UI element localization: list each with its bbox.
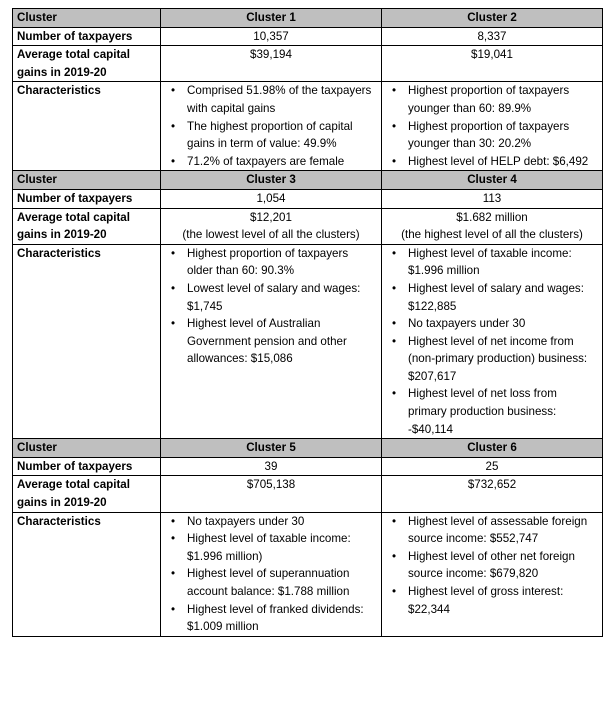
characteristic-item: • Highest level of HELP debt: $6,492 [400,153,598,171]
cluster-name: Cluster 3 [161,171,382,190]
characteristic-item: • Highest level of net income from (non-primary production) business: $207,617 [400,333,598,386]
taxpayers-label: Number of taxpayers [13,189,161,208]
characteristic-item: • The highest proportion of capital gains in term of value: 49.9% [179,118,377,153]
taxpayers-value: 113 [382,189,603,208]
cluster-name: Cluster 4 [382,171,603,190]
characteristic-item: • Highest level of other net foreign source income: $679,820 [400,548,598,583]
characteristics-label: Characteristics [13,512,161,636]
characteristic-item: • Comprised 51.98% of the taxpayers with capital gains [179,82,377,117]
characteristics-list [386,513,598,619]
characteristics-cell [382,512,603,636]
average-gains-note: (the lowest level of all the clusters) [182,228,360,242]
characteristics-cell [382,82,603,171]
characteristics-cell [161,512,382,636]
characteristics-list [386,82,598,170]
taxpayers-value: 8,337 [382,27,603,46]
average-gains-label: Average total capital gains in 2019-20 [13,208,161,244]
cluster-characteristics-table [12,8,603,637]
cluster-name: Cluster 5 [161,439,382,458]
characteristics-list [165,245,377,368]
cluster-label: Cluster [13,9,161,28]
cluster-label: Cluster [13,439,161,458]
average-gains-row [13,476,603,512]
characteristics-list [165,82,377,170]
characteristic-item: • Lowest level of salary and wages: $1,745 [179,280,377,315]
average-gains-row [13,46,603,82]
cluster-name: Cluster 2 [382,9,603,28]
cluster-name: Cluster 1 [161,9,382,28]
characteristics-row [13,244,603,439]
characteristics-cell [161,244,382,439]
taxpayers-label: Number of taxpayers [13,457,161,476]
average-gains-value: $19,041 [471,48,513,62]
average-gains [161,46,382,82]
characteristics-list [165,513,377,636]
cluster-header-row [13,171,603,190]
taxpayers-value: 10,357 [161,27,382,46]
taxpayers-value: 1,054 [161,189,382,208]
average-gains-label: Average total capital gains in 2019-20 [13,46,161,82]
characteristic-item: • Highest level of taxable income: $1.996 million [400,245,598,280]
characteristic-item: • Highest level of salary and wages: $122,885 [400,280,598,315]
average-gains-value: $1.682 million [456,210,528,224]
taxpayers-value: 39 [161,457,382,476]
average-gains-row [13,208,603,244]
average-gains-value: $12,201 [250,210,292,224]
characteristic-item: • Highest level of franked dividends: $1.009 million [179,601,377,636]
characteristics-cell [382,244,603,439]
characteristic-item: • Highest proportion of taxpayers younger than 30: 20.2% [400,118,598,153]
characteristic-item: • 71.2% of taxpayers are female [179,153,377,171]
average-gains-value: $39,194 [250,48,292,62]
characteristics-cell [161,82,382,171]
characteristics-label: Characteristics [13,244,161,439]
characteristic-item: • Highest level of taxable income: $1.996 million) [179,530,377,565]
characteristics-label: Characteristics [13,82,161,171]
characteristic-item: • No taxpayers under 30 [179,513,377,531]
average-gains [161,208,382,244]
average-gains-note: (the highest level of all the clusters) [401,228,583,242]
average-gains [382,208,603,244]
characteristics-list [386,245,598,439]
characteristic-item: • Highest level of gross interest: $22,344 [400,583,598,618]
average-gains [382,476,603,512]
average-gains [161,476,382,512]
characteristic-item: • Highest level of Australian Government pension and other allowances: $15,086 [179,315,377,368]
taxpayers-row [13,27,603,46]
characteristics-row [13,512,603,636]
taxpayers-value: 25 [382,457,603,476]
characteristic-item: • Highest level of assessable foreign source income: $552,747 [400,513,598,548]
characteristic-item: • Highest level of net loss from primary production business: -$40,114 [400,385,598,438]
characteristic-item: • Highest proportion of taxpayers younger than 60: 89.9% [400,82,598,117]
characteristic-item: • Highest level of superannuation account balance: $1.788 million [179,565,377,600]
cluster-header-row [13,9,603,28]
table-body [13,9,603,637]
average-gains-label: Average total capital gains in 2019-20 [13,476,161,512]
cluster-header-row [13,439,603,458]
average-gains-value: $732,652 [467,478,517,492]
cluster-name: Cluster 6 [382,439,603,458]
taxpayers-label: Number of taxpayers [13,27,161,46]
characteristic-item: • Highest proportion of taxpayers older than 60: 90.3% [179,245,377,280]
cluster-label: Cluster [13,171,161,190]
taxpayers-row [13,457,603,476]
characteristic-item: • No taxpayers under 30 [400,315,598,333]
characteristics-row [13,82,603,171]
average-gains [382,46,603,82]
taxpayers-row [13,189,603,208]
average-gains-value: $705,138 [246,478,296,492]
